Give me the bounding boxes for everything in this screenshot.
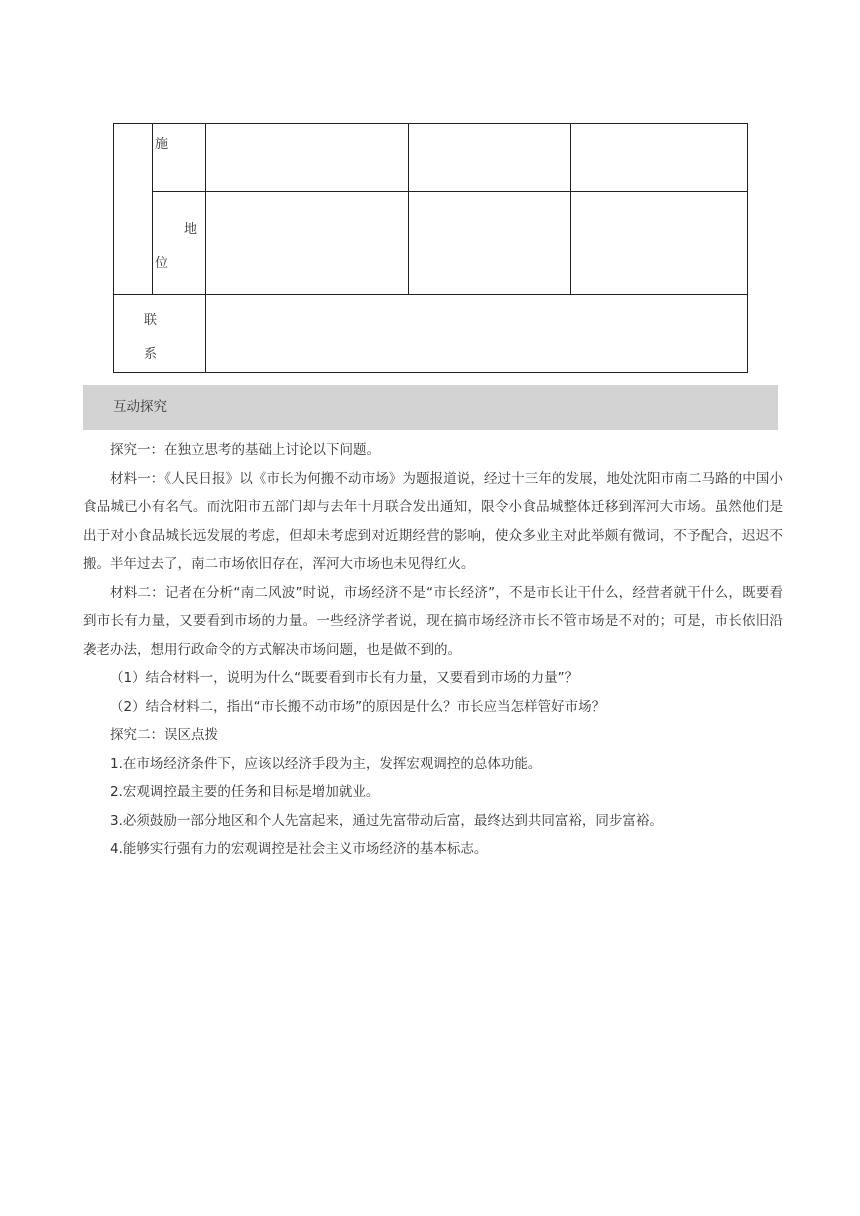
table-border-right [747,123,748,373]
row-label-shi: 施 [155,137,169,152]
section-header-bar [83,385,778,430]
misconception-item: 2.宏观调控最主要的任务和目标是增加就业。 [110,784,380,800]
table-border-left [113,123,114,373]
table-border-top [113,123,748,124]
misconception-item: 3.必须鼓励一部分地区和个人先富起来，通过先富带动后富，最终达到共同富裕，同步富裕。 [110,812,663,829]
table-col-divider [205,123,206,373]
table-col-divider [570,123,571,295]
misconception-item: 1.在市场经济条件下，应该以经济手段为主，发挥宏观调控的总体功能。 [110,755,542,772]
table-col-divider [408,123,409,295]
misconception-item: 4.能够实行强有力的宏观调控是社会主义市场经济的基本标志。 [110,841,488,857]
question-1: （1）结合材料一，说明为什么“既要看到市长有力量，又要看到市场的力量”？ [110,670,579,686]
material-one: 材料一：《人民日报》以《市长为何搬不动市场》为题报道说，经过十三年的发展，地处沈阳市南二马路的中国小食品城已小有名气。而沈阳市五部门却与去年十月联合发出通知，限令小食品城整体迁移到浑河大市场。虽然他们是出于对小食品城长远发展的考虑，但却未考虑到对近期经营的影响，使众多业主对此举颇有微词，不予配合，迟迟不搬。半年过去了，南二市场依旧存在，浑河大市场也未见得红火。 [83,470,783,572]
row-label-xi: 系 [144,347,158,362]
comparison-table [113,123,748,373]
table-col-divider [152,123,153,295]
inquiry-one-intro: 探究一：在独立思考的基础上讨论以下问题。 [110,442,380,458]
row-label-di: 地 [184,222,198,237]
document-body [83,436,783,864]
inquiry-two-intro: 探究二：误区点拨 [110,727,218,743]
question-2: （2）结合材料二，指出“市长搬不动市场”的原因是什么？市长应当怎样管好市场？ [110,698,606,715]
table-border-bottom [113,372,748,373]
material-two: 材料二：记者在分析“南二风波”时说，市场经济不是“市长经济”，不是市长让干什么，经营者就干什么，既要看到市长有力量，又要看到市场的力量。一些经济学者说，现在搞市场经济市长不管市场是不对的；可是，市长依旧沿袭老办法，想用行政命令的方式解决市场问题，也是做不到的。 [83,584,783,658]
row-label-lian: 联 [144,313,158,328]
row-label-wei: 位 [155,256,169,271]
table-row-divider [113,294,748,295]
table-row-divider [152,191,748,192]
section-title: 互动探究 [113,399,167,415]
